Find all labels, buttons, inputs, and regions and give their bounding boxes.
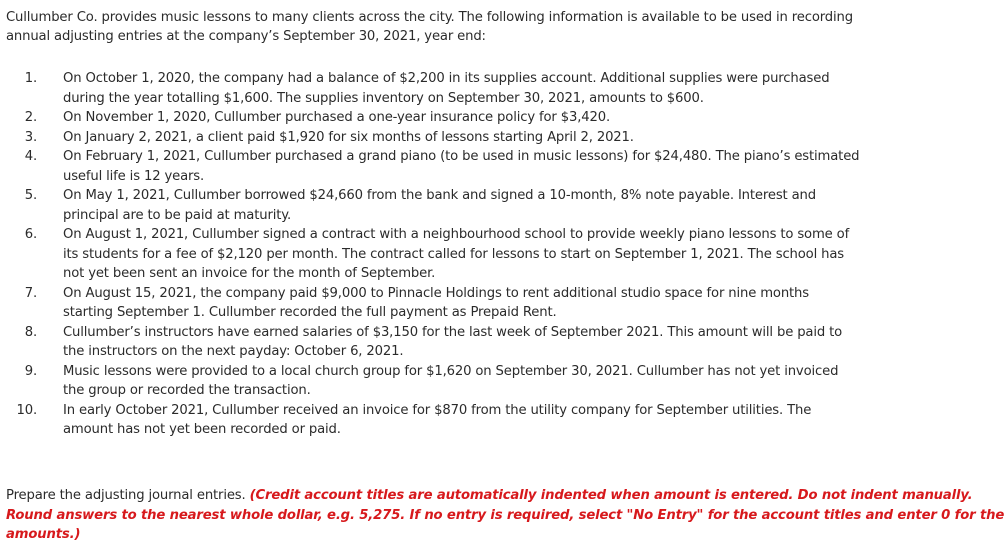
item-text-line: amount has not yet been recorded or paid. — [63, 422, 341, 437]
item-number: 10. — [16, 402, 37, 418]
list-item — [0, 108, 814, 128]
item-number: 4. — [24, 149, 37, 164]
item-text-line: On November 1, 2020, Cullumber purchased a one-year insurance policy for $3,420. — [63, 110, 611, 125]
list-item — [0, 284, 814, 323]
list-item — [0, 225, 850, 284]
instructions-note: (Credit account titles are automatically indented when amount is entered. Do not indent manually. — [249, 488, 973, 503]
item-text — [63, 225, 850, 284]
item-number: 6. — [24, 227, 37, 242]
item-text-line: useful life is 12 years. — [63, 168, 205, 184]
instructions-line — [6, 486, 973, 506]
item-text-line: starting September 1. Cullumber recorded the full payment as Prepaid Rent. — [63, 305, 557, 320]
list-item — [0, 147, 860, 186]
list-item — [0, 186, 814, 225]
item-text-line: principal are to be paid at maturity. — [63, 207, 292, 223]
item-text-line: On August 1, 2021, Cullumber signed a contract with a neighbourhood school to provide weekly piano lessons to some of — [63, 227, 850, 242]
item-text — [63, 323, 843, 362]
instructions-note: Round answers to the nearest whole dollar, e.g. 5,275. If no entry is required, select "No Entry" for the account titles and enter 0 for the — [6, 507, 1004, 523]
transaction-list — [0, 69, 860, 440]
item-number: 2. — [24, 110, 37, 125]
item-number: 8. — [24, 324, 37, 340]
item-text-line: On August 15, 2021, the company paid $9,000 to Pinnacle Holdings to rent additional studio space for nine months — [63, 285, 809, 301]
item-number: 5. — [24, 188, 37, 203]
instructions-plain: Prepare the adjusting journal entries. — [6, 488, 250, 503]
item-text-line: In early October 2021, Cullumber received an invoice for $870 from the utility company for September utilities. The — [63, 402, 812, 418]
item-text — [63, 186, 833, 225]
item-number: 3. — [24, 129, 37, 145]
item-text-line: not yet been sent an invoice for the month of September. — [63, 266, 436, 281]
instructions-note: amounts.) — [6, 527, 81, 542]
list-item — [0, 362, 839, 401]
item-text — [63, 147, 860, 186]
item-text-line: On February 1, 2021, Cullumber purchased a grand piano (to be used in music lessons) for $24,480. The piano’s estimated — [63, 149, 860, 164]
item-text-line: On January 2, 2021, a client paid $1,920 for six months of lessons starting April 2, 2021. — [63, 129, 634, 145]
list-item — [0, 323, 843, 362]
item-text-line: Music lessons were provided to a local church group for $1,620 on September 30, 2021. Cullumber has not yet invoiced — [63, 363, 839, 379]
item-text-line: during the year totalling $1,600. The supplies inventory on September 30, 2021, amounts to $600. — [63, 90, 704, 106]
item-text — [63, 128, 833, 148]
intro-line: Cullumber Co. provides music lessons to many clients across the city. The following information is available to be used in recording — [6, 10, 853, 25]
list-item — [0, 128, 814, 148]
item-number: 7. — [24, 285, 37, 301]
instructions — [6, 486, 1004, 545]
problem-intro — [6, 8, 853, 46]
item-text — [63, 108, 833, 128]
item-text — [63, 69, 833, 108]
item-text — [63, 362, 839, 401]
item-text-line: On May 1, 2021, Cullumber borrowed $24,660 from the bank and signed a 10-month, 8% note payable. Interest and — [63, 188, 816, 203]
intro-line: annual adjusting entries at the company’s September 30, 2021, year end: — [6, 29, 486, 44]
item-text-line: On October 1, 2020, the company had a balance of $2,200 in its supplies account. Additional supplies were purchased — [63, 71, 830, 86]
item-text-line: Cullumber’s instructors have earned salaries of $3,150 for the last week of September 2021. This amount will be paid to — [63, 324, 843, 340]
item-text-line: the instructors on the next payday: October 6, 2021. — [63, 344, 404, 359]
item-number: 1. — [24, 71, 37, 86]
list-item — [0, 401, 814, 440]
item-text-line: the group or recorded the transaction. — [63, 383, 311, 398]
item-text-line: its students for a fee of $2,120 per month. The contract called for lessons to start on September 1, 2021. The school has — [63, 246, 845, 262]
list-item — [0, 69, 830, 108]
item-number: 9. — [24, 363, 37, 379]
item-text — [63, 401, 833, 440]
item-text — [63, 284, 833, 323]
